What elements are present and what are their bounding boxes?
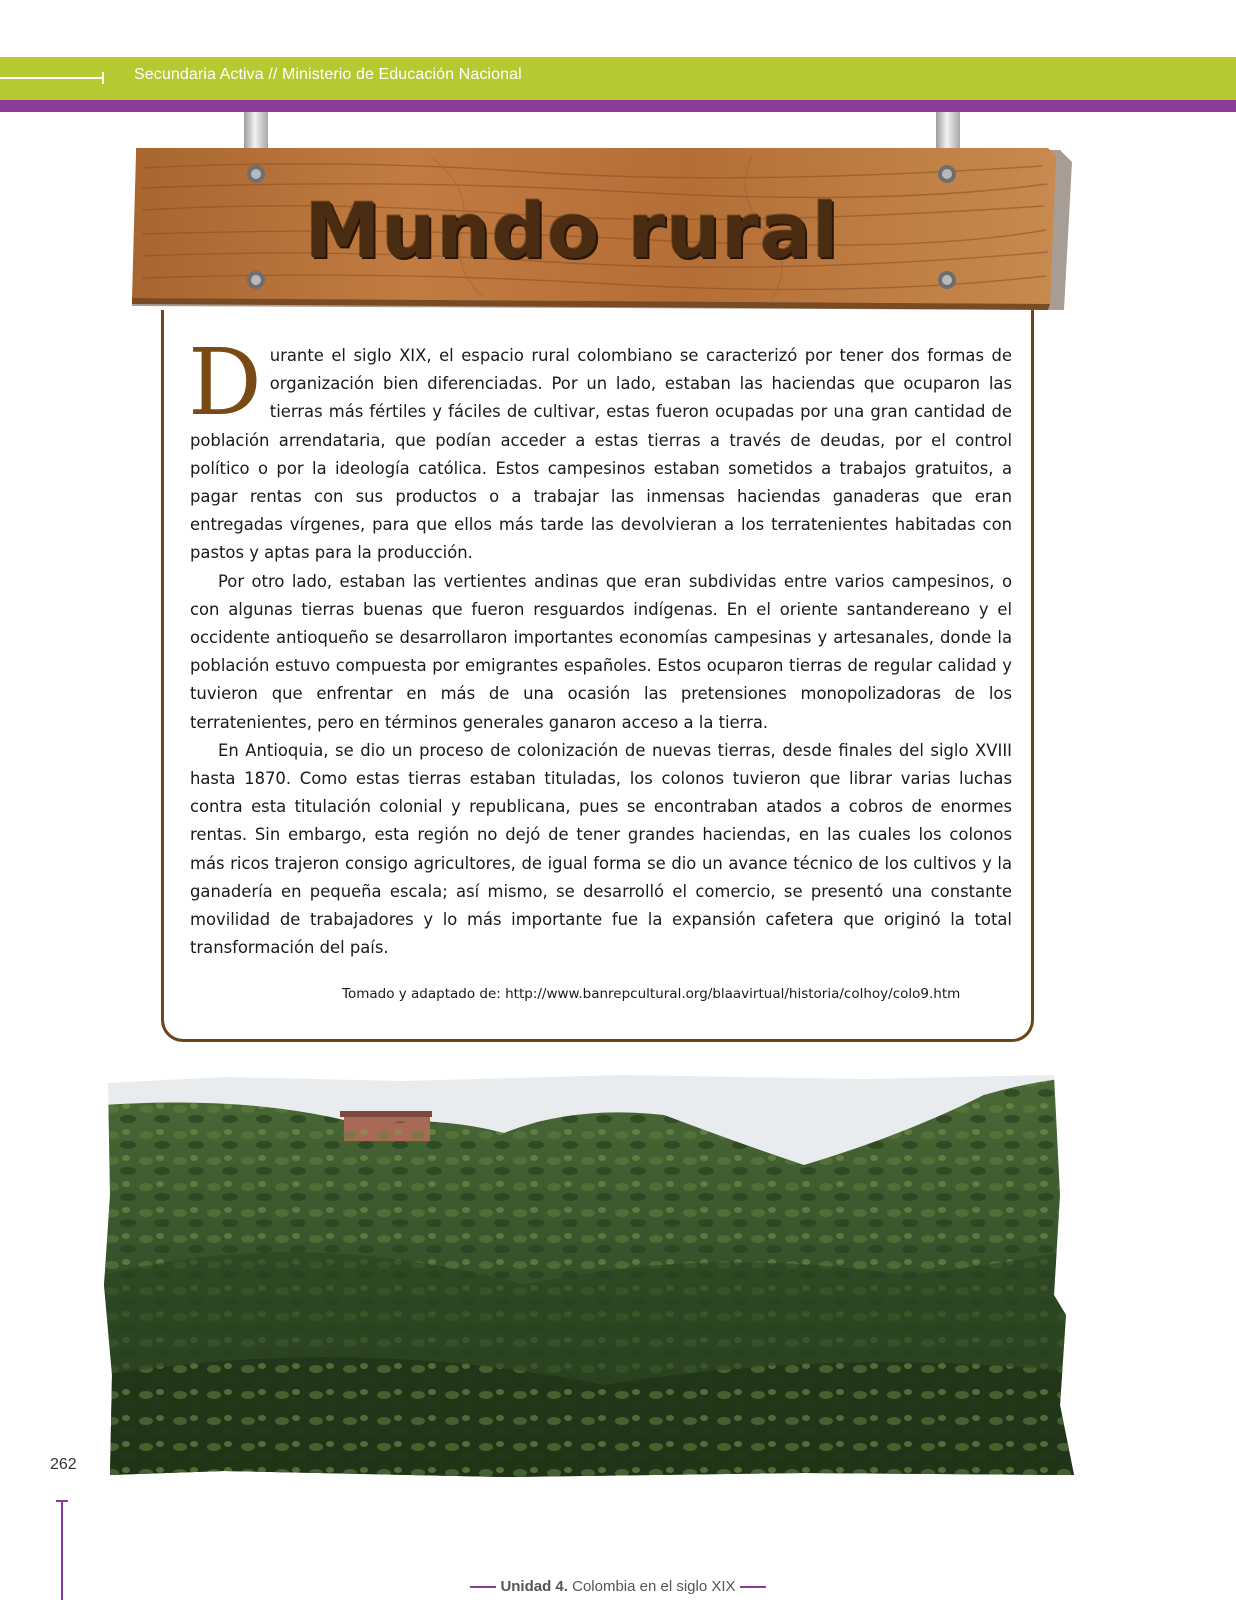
article-paragraph-2: Por otro lado, estaban las vertientes andinas que eran subdividas entre varios campesinos, o con algunas tierras buenas que fueron resguardos indígenas. En el oriente santandereano y el occidente antioqueño se desarrollaron importantes economías campesinas y artesanales, donde la población estuvo compuesta por emigrantes españoles. Estos ocuparon tierras de regular calidad y tuvieron que enfrentar en más de una ocasión las pretensiones monopolizadoras de los terratenientes, pero en términos generales ganaron acceso a la tierra. [190,571,1012,732]
page-title: Mundo rural [304,186,840,275]
wooden-sign [132,148,1072,318]
footer-bar-left [470,1586,496,1588]
footer-bar-right [740,1586,766,1588]
header-decor-tick [102,72,104,84]
paragraph-text: urante el siglo XIX, el espacio rural colombiano se caracterizó por tener dos formas de organización bien diferenciadas. Por un lado, estaban las haciendas que ocuparon las tierras más fértiles y fáciles de cultivar, estas fueron ocupadas por una gran cantidad de población arrendataria, que podían acceder a estas tierras a través de deudas, por el control político o por la ideología católica. Estos campesinos estaban sometidos a trabajos gratuitos, a pagar rentas con sus productos o a trabajar las inmensas haciendas ganaderas que eran entregadas vírgenes, para que ellos más tarde las devolvieran a los terratenientes habitadas con pastos y aptas para la producción. [190,346,1012,563]
source-citation: Tomado y adaptado de: http://www.banrepcultural.org/blaavirtual/historia/colhoy/colo9.htm [342,986,961,1002]
footer-unit: Unidad 4. [500,1578,568,1595]
footer-title: Colombia en el siglo XIX [567,1578,736,1595]
header-accent-stripe [0,100,1236,112]
coffee-plantation-photo [104,1075,1096,1485]
page-number: 262 [50,1456,77,1473]
article-body [188,329,1012,962]
header-title: Secundaria Activa // Ministerio de Educación Nacional [134,66,522,83]
header-decor-line [0,77,104,79]
article-paragraph-1 [188,329,1012,568]
article-paragraph-3: En Antioquia, se dio un proceso de colonización de nuevas tierras, desde finales del siglo XVIII hasta 1870. Como estas tierras estaban tituladas, los colonos tuvieron que librar varias luchas contra esta titulación colonial y republicana, pues se encontraban atados a cobros de enormes rentas. Sin embargo, esta región no dejó de tener grandes haciendas, en las cuales los colonos más ricos trajeron consigo agricultores, de igual forma se dio un avance técnico de los cultivos y la ganadería en pequeña escala; así mismo, se desarrolló el comercio, se presentó una constante movilidad de trabajadores y lo más importante fue la expansión cafetera que originó la total transformación del país. [190,740,1012,958]
dropcap: D [188,329,262,436]
footer [0,1578,1236,1595]
